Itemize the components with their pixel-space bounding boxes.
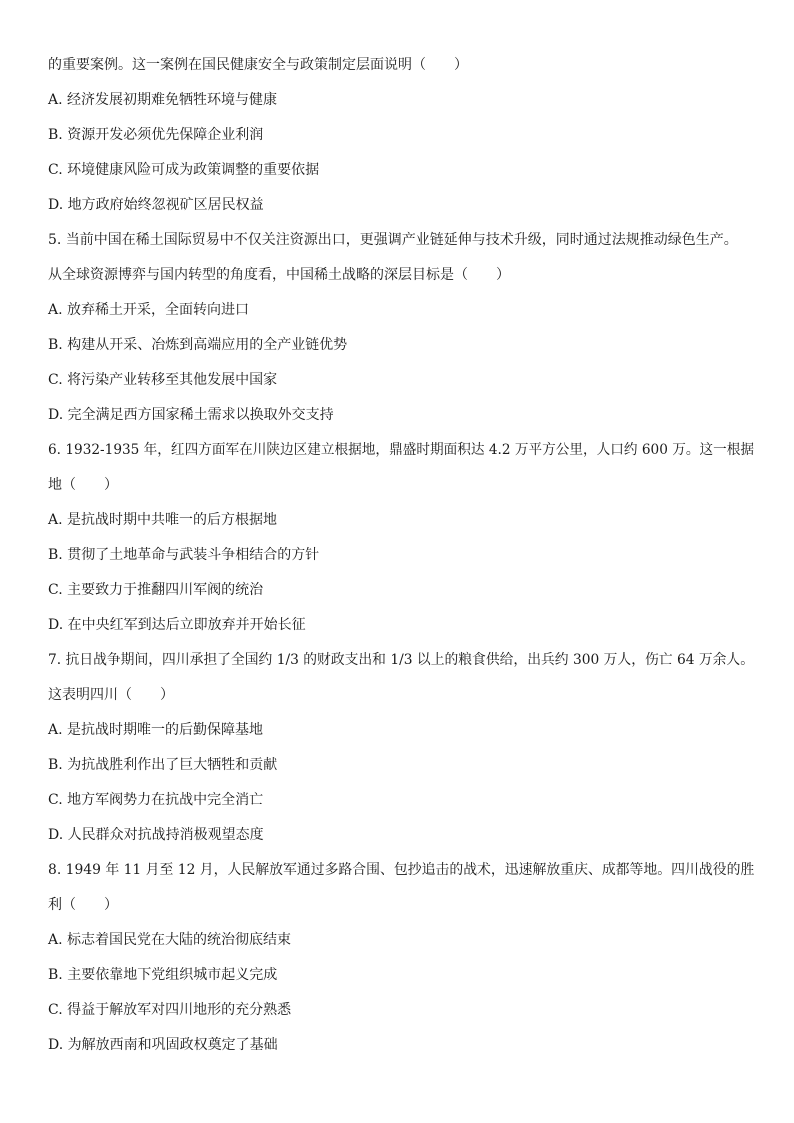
question-8-stem-line-1: 8. 1949 年 11 月至 12 月，人民解放军通过多路合围、包抄追击的战术，迅速解放重庆、成都等地。四川战役的胜 [48, 862, 755, 878]
question-6-option-b: B. 贯彻了土地革命与武装斗争相结合的方针 [48, 547, 320, 563]
question-7-option-c: C. 地方军阀势力在抗战中完全消亡 [48, 792, 264, 808]
question-5-option-b: B. 构建从开采、冶炼到高端应用的全产业链优势 [48, 337, 348, 353]
question-7-stem-line-1: 7. 抗日战争期间，四川承担了全国约 1/3 的财政支出和 1/3 以上的粮食供给，出兵约 300 万人，伤亡 64 万余人。 [48, 652, 755, 668]
question-7-option-b: B. 为抗战胜利作出了巨大牺牲和贡献 [48, 757, 278, 773]
question-4-option-d: D. 地方政府始终忽视矿区居民权益 [48, 197, 264, 213]
question-6-stem-line-1: 6. 1932-1935 年，红四方面军在川陕边区建立根据地，鼎盛时期面积达 4.2 万平方公里，人口约 600 万。这一根据 [48, 442, 755, 458]
question-7-option-a: A. 是抗战时期唯一的后勤保障基地 [48, 722, 264, 738]
question-4-option-b: B. 资源开发必须优先保障企业利润 [48, 127, 264, 143]
question-6-option-c: C. 主要致力于推翻四川军阀的统治 [48, 582, 264, 598]
question-5-stem-line-2: 从全球资源博弈与国内转型的角度看，中国稀土战略的深层目标是（ ） [48, 267, 510, 283]
question-7-stem-line-2: 这表明四川（ ） [48, 687, 174, 703]
question-8-option-a: A. 标志着国民党在大陆的统治彻底结束 [48, 932, 292, 948]
question-6-option-a: A. 是抗战时期中共唯一的后方根据地 [48, 512, 278, 528]
question-6-option-d: D. 在中央红军到达后立即放弃并开始长征 [48, 617, 306, 633]
question-8-stem-line-2: 利（ ） [48, 897, 118, 913]
question-8-option-b: B. 主要依靠地下党组织城市起义完成 [48, 967, 278, 983]
question-5-option-c: C. 将污染产业转移至其他发展中国家 [48, 372, 278, 388]
question-5-stem-line-1: 5. 当前中国在稀土国际贸易中不仅关注资源出口，更强调产业链延伸与技术升级，同时通过法规推动绿色生产。 [48, 232, 738, 248]
question-4-option-a: A. 经济发展初期难免牺牲环境与健康 [48, 92, 278, 108]
question-6-stem-line-2: 地（ ） [48, 477, 118, 493]
question-5-option-a: A. 放弃稀土开采，全面转向进口 [48, 302, 250, 318]
question-4-stem: 的重要案例。这一案例在国民健康安全与政策制定层面说明（ ） [48, 57, 468, 73]
question-7-option-d: D. 人民群众对抗战持消极观望态度 [48, 827, 264, 843]
question-4-option-c: C. 环境健康风险可成为政策调整的重要依据 [48, 162, 320, 178]
question-8-option-c: C. 得益于解放军对四川地形的充分熟悉 [48, 1002, 292, 1018]
question-5-option-d: D. 完全满足西方国家稀土需求以换取外交支持 [48, 407, 334, 423]
question-8-option-d: D. 为解放西南和巩固政权奠定了基础 [48, 1037, 278, 1053]
